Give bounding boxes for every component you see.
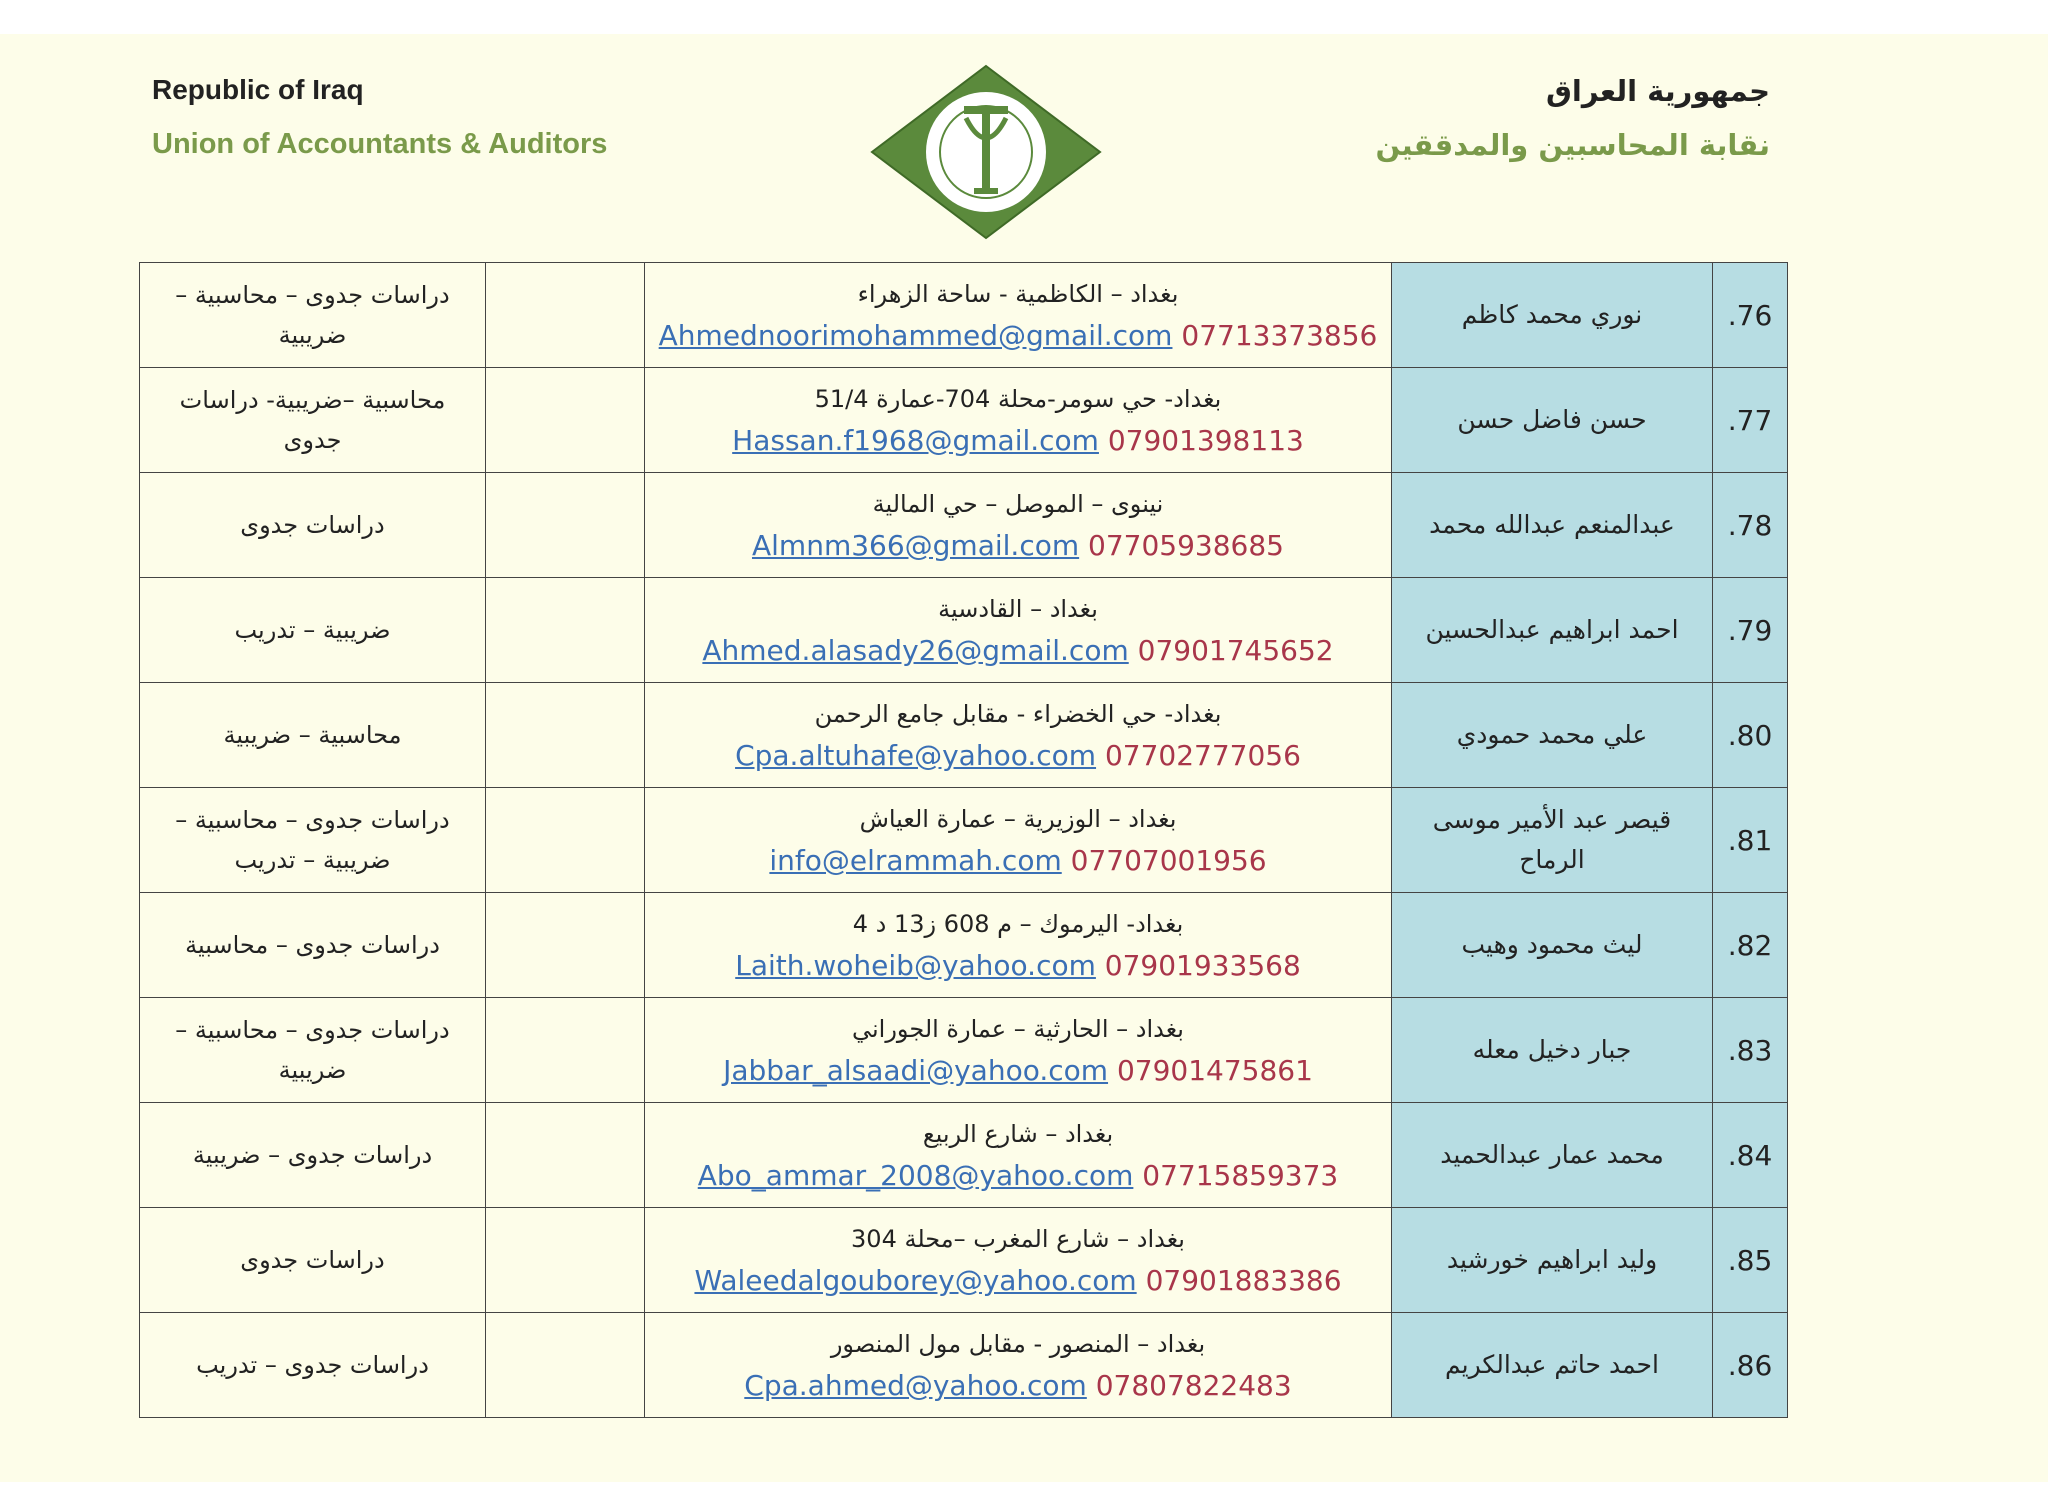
table-row bbox=[140, 263, 1788, 368]
phone-number: 07702777056 bbox=[1104, 739, 1301, 772]
member-name-cell: عبدالمنعم عبدالله محمد bbox=[1392, 473, 1713, 578]
specialty-cell: دراسات جدوى – محاسبية – ضريبية – تدريب bbox=[140, 788, 486, 893]
contact-cell bbox=[645, 1208, 1392, 1313]
address-text: بغداد- اليرموك – م 608 ز13 د 4 bbox=[852, 910, 1184, 938]
contact-cell bbox=[645, 1313, 1392, 1418]
table-row bbox=[140, 578, 1788, 683]
phone-number: 07901933568 bbox=[1104, 949, 1301, 982]
table-row bbox=[140, 368, 1788, 473]
row-number-cell: .83 bbox=[1713, 998, 1788, 1103]
table-row bbox=[140, 1313, 1788, 1418]
email-phone-line bbox=[653, 1155, 1383, 1197]
email-link[interactable]: Laith.woheib@yahoo.com bbox=[735, 949, 1096, 982]
row-number-cell: .76 bbox=[1713, 263, 1788, 368]
phone-number: 07901475861 bbox=[1116, 1054, 1313, 1087]
empty-cell bbox=[486, 1313, 645, 1418]
table-row bbox=[140, 473, 1788, 578]
email-link[interactable]: Ahmednoorimohammed@gmail.com bbox=[658, 319, 1173, 352]
email-phone-line bbox=[653, 525, 1383, 567]
email-phone-line bbox=[653, 840, 1383, 882]
specialty-cell: دراسات جدوى – ضريبية bbox=[140, 1103, 486, 1208]
address-text: بغداد – شارع المغرب –محلة 304 bbox=[851, 1225, 1185, 1253]
table-row bbox=[140, 788, 1788, 893]
specialty-cell: ضريبية – تدريب bbox=[140, 578, 486, 683]
email-phone-line bbox=[653, 315, 1383, 357]
member-name-cell: احمد ابراهيم عبدالحسين bbox=[1392, 578, 1713, 683]
empty-cell bbox=[486, 893, 645, 998]
address-text: بغداد – الكاظمية - ساحة الزهراء bbox=[857, 280, 1179, 308]
member-name-cell: جبار دخيل معله bbox=[1392, 998, 1713, 1103]
email-phone-line bbox=[653, 735, 1383, 777]
phone-number: 07807822483 bbox=[1095, 1369, 1292, 1402]
table-row bbox=[140, 998, 1788, 1103]
specialty-cell: دراسات جدوى – محاسبية – ضريبية bbox=[140, 998, 486, 1103]
specialty-cell: دراسات جدوى bbox=[140, 1208, 486, 1313]
email-phone-line bbox=[653, 630, 1383, 672]
row-number-cell: .78 bbox=[1713, 473, 1788, 578]
empty-cell bbox=[486, 1103, 645, 1208]
member-name-cell: قيصر عبد الأمير موسى الرماح bbox=[1392, 788, 1713, 893]
specialty-cell: دراسات جدوى – محاسبية – ضريبية bbox=[140, 263, 486, 368]
union-title-en: Union of Accountants & Auditors bbox=[152, 128, 608, 160]
empty-cell bbox=[486, 263, 645, 368]
member-name-cell: نوري محمد كاظم bbox=[1392, 263, 1713, 368]
specialty-cell: دراسات جدوى – تدريب bbox=[140, 1313, 486, 1418]
row-number-cell: .86 bbox=[1713, 1313, 1788, 1418]
specialty-cell: دراسات جدوى – محاسبية bbox=[140, 893, 486, 998]
email-phone-line bbox=[653, 1050, 1383, 1092]
email-link[interactable]: Ahmed.alasady26@gmail.com bbox=[702, 634, 1129, 667]
row-number-cell: .85 bbox=[1713, 1208, 1788, 1313]
republic-title-ar: جمهورية العراق bbox=[1545, 74, 1770, 108]
union-emblem-icon bbox=[868, 62, 1104, 242]
phone-number: 07707001956 bbox=[1070, 844, 1267, 877]
republic-title-en: Republic of Iraq bbox=[152, 74, 364, 105]
specialty-cell: محاسبية – ضريبية bbox=[140, 683, 486, 788]
address-text: نينوى – الموصل – حي المالية bbox=[872, 490, 1164, 518]
row-number-cell: .80 bbox=[1713, 683, 1788, 788]
contact-cell bbox=[645, 1103, 1392, 1208]
empty-cell bbox=[486, 998, 645, 1103]
address-text: بغداد – القادسية bbox=[938, 595, 1098, 623]
email-phone-line bbox=[653, 1365, 1383, 1407]
table-row bbox=[140, 683, 1788, 788]
row-number-cell: .81 bbox=[1713, 788, 1788, 893]
empty-cell bbox=[486, 683, 645, 788]
phone-number: 07901883386 bbox=[1145, 1264, 1342, 1297]
contact-cell bbox=[645, 998, 1392, 1103]
email-link[interactable]: Cpa.ahmed@yahoo.com bbox=[744, 1369, 1087, 1402]
email-link[interactable]: Hassan.f1968@gmail.com bbox=[732, 424, 1099, 457]
email-link[interactable]: Jabbar_alsaadi@yahoo.com bbox=[723, 1054, 1109, 1087]
address-text: بغداد- حي سومر-محلة 704-عمارة 51/4 bbox=[814, 385, 1222, 413]
email-link[interactable]: Waleedalgouborey@yahoo.com bbox=[694, 1264, 1137, 1297]
empty-cell bbox=[486, 1208, 645, 1313]
contact-cell bbox=[645, 368, 1392, 473]
table-row bbox=[140, 893, 1788, 998]
contact-cell bbox=[645, 683, 1392, 788]
phone-number: 07705938685 bbox=[1088, 529, 1284, 562]
contact-cell bbox=[645, 788, 1392, 893]
phone-number: 07901745652 bbox=[1137, 634, 1334, 667]
member-name-cell: محمد عمار عبدالحميد bbox=[1392, 1103, 1713, 1208]
contact-cell bbox=[645, 263, 1392, 368]
row-number-cell: .77 bbox=[1713, 368, 1788, 473]
row-number-cell: .84 bbox=[1713, 1103, 1788, 1208]
union-title-ar: نقابة المحاسبين والمدققين bbox=[1375, 128, 1770, 162]
row-number-cell: .79 bbox=[1713, 578, 1788, 683]
phone-number: 07715859373 bbox=[1142, 1159, 1339, 1192]
page-bottom-edge bbox=[0, 1482, 2048, 1489]
members-table bbox=[139, 262, 1788, 1418]
email-link[interactable]: Abo_ammar_2008@yahoo.com bbox=[697, 1159, 1134, 1192]
address-text: بغداد – المنصور - مقابل مول المنصور bbox=[830, 1330, 1206, 1358]
contact-cell bbox=[645, 893, 1392, 998]
english-header bbox=[152, 74, 607, 161]
row-number-cell: .82 bbox=[1713, 893, 1788, 998]
phone-number: 07901398113 bbox=[1107, 424, 1304, 457]
email-link[interactable]: info@elrammah.com bbox=[769, 844, 1062, 877]
member-name-cell: علي محمد حمودي bbox=[1392, 683, 1713, 788]
contact-cell bbox=[645, 578, 1392, 683]
email-phone-line bbox=[653, 945, 1383, 987]
empty-cell bbox=[486, 578, 645, 683]
empty-cell bbox=[486, 788, 645, 893]
member-name-cell: وليد ابراهيم خورشيد bbox=[1392, 1208, 1713, 1313]
phone-number: 07713373856 bbox=[1181, 319, 1378, 352]
specialty-cell: دراسات جدوى bbox=[140, 473, 486, 578]
address-text: بغداد – الوزيرية – عمارة العياش bbox=[859, 805, 1177, 833]
address-text: بغداد- حي الخضراء - مقابل جامع الرحمن bbox=[814, 700, 1222, 728]
table-row bbox=[140, 1208, 1788, 1313]
email-link[interactable]: Almnm366@gmail.com bbox=[751, 529, 1080, 562]
empty-cell bbox=[486, 473, 645, 578]
member-name-cell: ليث محمود وهيب bbox=[1392, 893, 1713, 998]
page-top-edge bbox=[0, 0, 2048, 34]
email-link[interactable]: Cpa.altuhafe@yahoo.com bbox=[735, 739, 1097, 772]
member-name-cell: حسن فاضل حسن bbox=[1392, 368, 1713, 473]
arabic-header bbox=[1375, 74, 1770, 162]
empty-cell bbox=[486, 368, 645, 473]
contact-cell bbox=[645, 473, 1392, 578]
email-phone-line bbox=[653, 420, 1383, 462]
address-text: بغداد – الحارثية – عمارة الجوراني bbox=[851, 1015, 1184, 1043]
specialty-cell: محاسبية –ضريبية- دراسات جدوى bbox=[140, 368, 486, 473]
table-row bbox=[140, 1103, 1788, 1208]
email-phone-line bbox=[653, 1260, 1383, 1302]
member-name-cell: احمد حاتم عبدالكريم bbox=[1392, 1313, 1713, 1418]
address-text: بغداد – شارع الربيع bbox=[922, 1120, 1114, 1148]
